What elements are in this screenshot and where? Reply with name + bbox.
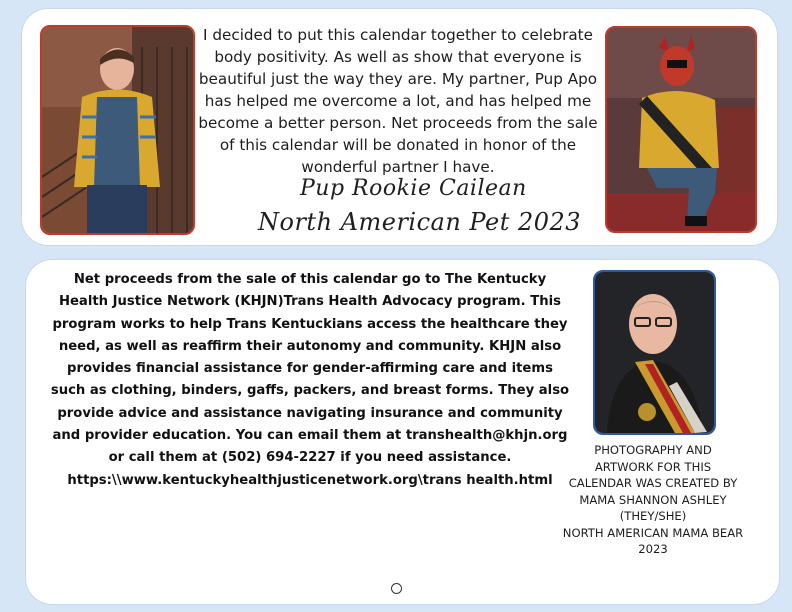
- signature-title: North American Pet 2023: [258, 208, 582, 236]
- intro-paragraph: I decided to put this calendar together to celebrate body positivity. As well as show that everyone is beautiful just the way they are. My partner, Pup Apo has helped me overcome a lot, and has helped me become a better person. Net proceeds from the sale of this calendar will be donated in honor of the wonderful partner I have.: [198, 26, 598, 176]
- photo-pup-rookie-cailean: [40, 25, 195, 235]
- photo-credit: [548, 442, 758, 558]
- credit-line: NORTH AMERICAN MAMA BEAR 2023: [562, 525, 744, 556]
- credit-line: MAMA SHANNON ASHLEY: [579, 492, 727, 507]
- donation-paragraph: Net proceeds from the sale of this calendar go to The Kentucky Health Justice Network (KHJN)Trans Health Advocacy program. This program works to help Trans Kentuckians access the healthcare they need, as well as reaffirm their autonomy and community. KHJN also provides financial assistance for gender-affirming care and items such as clothing, binders, gaffs, packers, and breast forms. They also provide advice and assistance navigating insurance and community and provider education. You can email them at transhealth@khjn.org or call them at (502) 694-2227 if you need assistance. https:\\www.kentuckyhealthjusticenetwork.org\trans health.html: [50, 272, 570, 488]
- credit-line: (THEY/SHE): [619, 509, 687, 523]
- credit-line: PHOTOGRAPHY AND: [594, 443, 712, 457]
- photo-mama-shannon-ashley: [593, 270, 716, 435]
- page-indicator-dot[interactable]: [391, 583, 402, 594]
- signature-name: Pup Rookie Cailean: [300, 176, 527, 201]
- credit-line: CALENDAR WAS CREATED BY: [568, 476, 738, 490]
- photo-pup-apo: [605, 26, 757, 233]
- credit-line: ARTWORK FOR THIS: [594, 459, 712, 474]
